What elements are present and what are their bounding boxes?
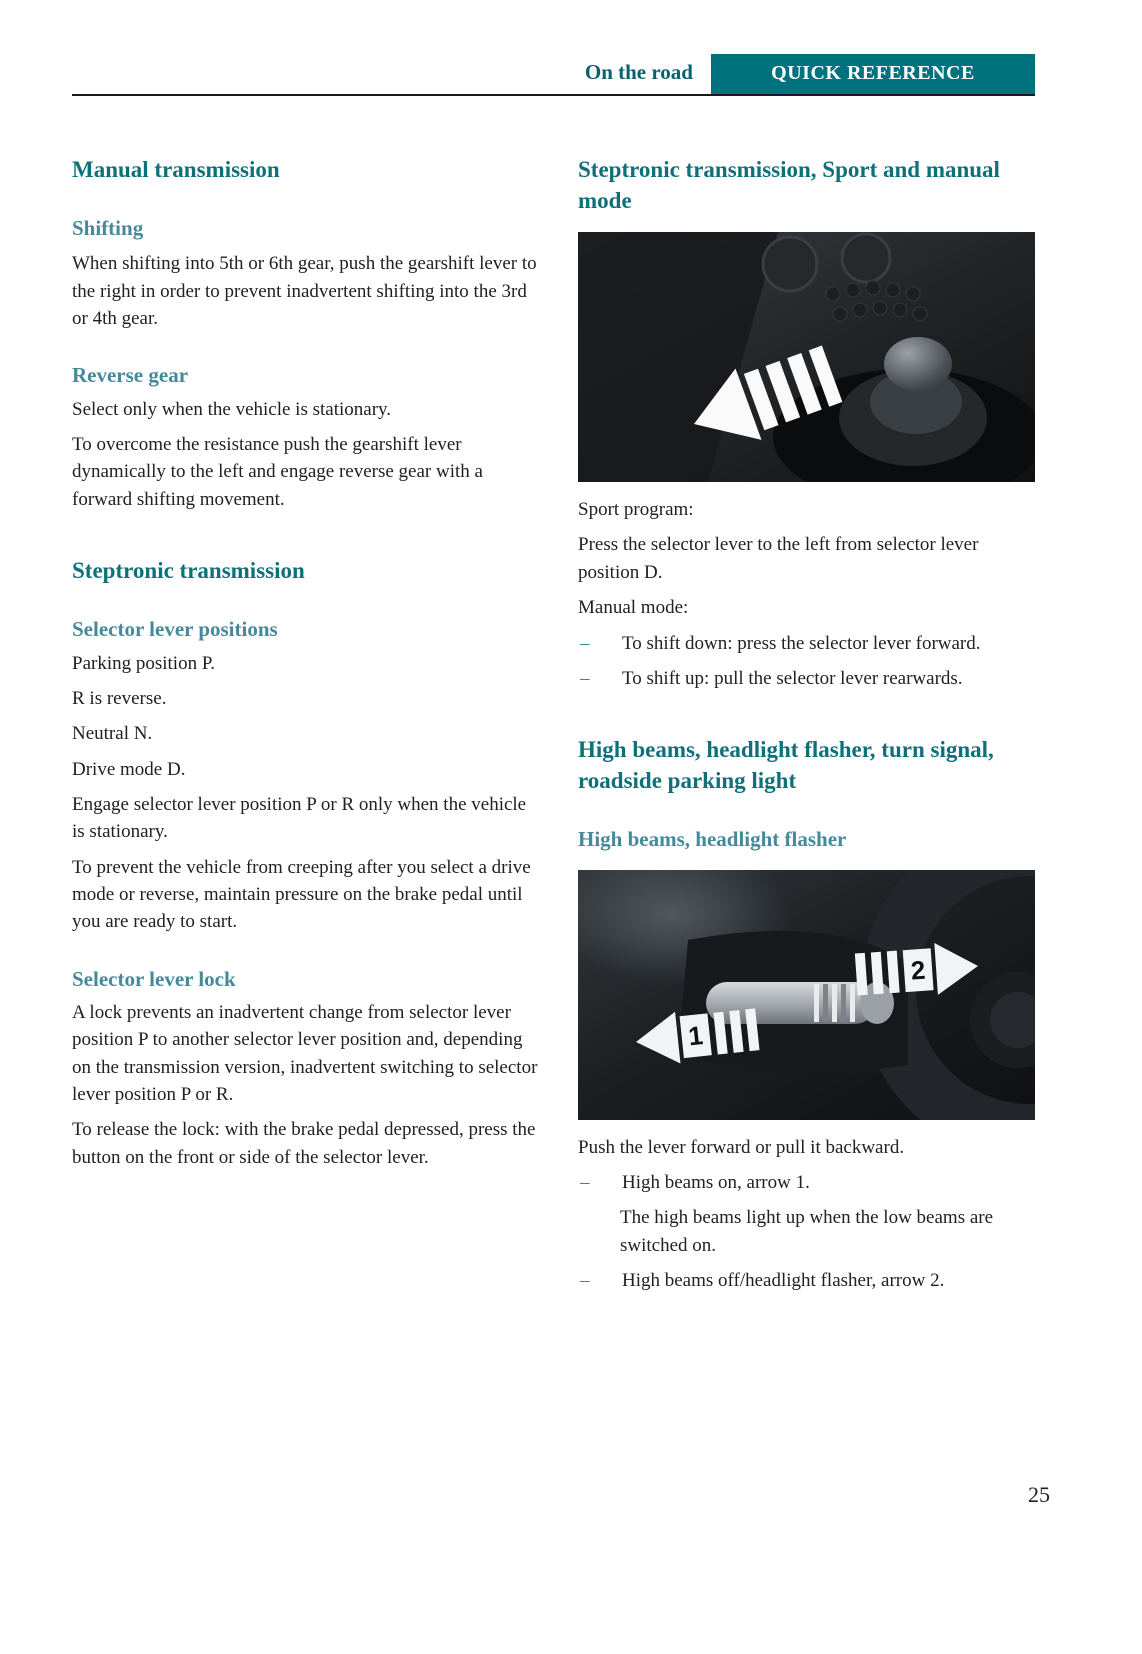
paragraph-lock-2: To release the lock: with the brake pedal depressed, press the button on the front or side of the selector lever.: [72, 1119, 536, 1168]
heading-steptronic-sport-manual: Steptronic transmission, Sport and manual mode: [578, 157, 1000, 214]
dash-marker: –: [580, 1172, 590, 1193]
paragraph-position-n: Neutral N.: [72, 723, 153, 745]
subheading-reverse-gear: Reverse gear: [72, 363, 189, 388]
page-header: [72, 54, 1035, 96]
list-item-text: High beams off/headlight flasher, arrow 2.: [622, 1270, 945, 1292]
header-section-label: On the road: [584, 60, 693, 84]
page-number: 25: [1028, 1482, 1050, 1507]
arrow-2-label: 2: [909, 954, 927, 986]
climate-knob: [763, 237, 817, 291]
climate-knob: [842, 234, 890, 282]
paragraph-engage-p-r: Engage selector lever position P or R only when the vehicle is stationary.: [72, 793, 527, 843]
paragraph-high-beams-note: The high beams light up when the low beams are switched on.: [620, 1207, 994, 1256]
left-column: [72, 114, 540, 1302]
paragraph-sport-program: Sport program:: [578, 499, 694, 521]
list-item-high-beams-on: [578, 1169, 1035, 1196]
list-item-shift-up: [578, 665, 1035, 692]
subheading-selector-lever-positions: Selector lever positions: [72, 617, 278, 642]
list-item-shift-down: [578, 630, 1035, 657]
gearshift-knob: [884, 337, 952, 391]
list-item-high-beams-off: [578, 1267, 1035, 1294]
gearshift-photo: [578, 232, 1035, 482]
dash-marker: –: [580, 667, 590, 689]
paragraph-position-d: Drive mode D.: [72, 758, 186, 780]
right-column: [578, 114, 1035, 1302]
paragraph-prevent-creeping: To prevent the vehicle from creeping after you select a drive mode or reverse, maintain pressure on the brake pedal until you are ready to start.: [72, 856, 531, 933]
subheading-shifting: Shifting: [72, 216, 144, 241]
heading-steptronic-transmission: Steptronic transmission: [72, 558, 305, 584]
paragraph-sport-press: Press the selector lever to the left from selector lever position D.: [578, 534, 979, 583]
stalk-photo-svg: [578, 870, 1035, 1120]
arrow-1-label: 1: [686, 1019, 705, 1052]
subheading-selector-lever-lock: Selector lever lock: [72, 966, 236, 991]
paragraph-position-r: R is reverse.: [72, 687, 167, 709]
paragraph-push-lever: Push the lever forward or pull it backward.: [578, 1136, 905, 1158]
paragraph-shifting: When shifting into 5th or 6th gear, push the gearshift lever to the right in order to prevent inadvertent shifting into the 3rd or 4th gear.: [72, 253, 537, 330]
heading-manual-transmission: Manual transmission: [72, 157, 280, 182]
paragraph-reverse-1: Select only when the vehicle is stationary.: [72, 398, 392, 420]
heading-high-beams: High beams, headlight flasher, turn signal, roadside parking light: [578, 737, 994, 794]
list-item-text: High beams on, arrow 1.: [622, 1172, 810, 1193]
gearshift-photo-svg: [578, 232, 1035, 482]
list-item-text: To shift up: pull the selector lever rearwards.: [622, 667, 963, 689]
quick-reference-badge: QUICK REFERENCE: [711, 54, 1035, 94]
stalk-photo: [578, 870, 1035, 1120]
dash-marker: –: [580, 632, 590, 654]
list-item-text: To shift down: press the selector lever forward.: [622, 632, 981, 654]
two-column-layout: [0, 114, 1142, 1302]
paragraph-lock-1: A lock prevents an inadvertent change from selector lever position P to another selector lever position and, depending on the transmission version, inadvertent switching to selector lever position P or R.: [72, 1002, 538, 1106]
subheading-high-beams-flasher: High beams, headlight flasher: [578, 827, 847, 852]
paragraph-reverse-2: To overcome the resistance push the gearshift lever dynamically to the left and engage reverse gear with a forward shifting movement.: [72, 434, 483, 510]
paragraph-manual-mode: Manual mode:: [578, 597, 689, 619]
paragraph-position-p: Parking position P.: [72, 652, 216, 674]
dash-marker: –: [580, 1270, 590, 1292]
